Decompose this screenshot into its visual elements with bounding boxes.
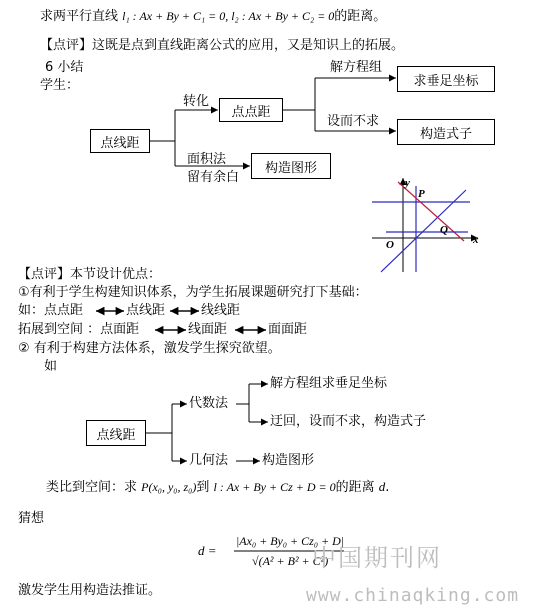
chain-1a: 如：点点距 (18, 303, 84, 318)
problem-formula: l₁ : Ax + By + C₁ = 0, l₂ : Ax + By + C₂ = 0 (122, 9, 335, 23)
d2-root-node: 点线距 (86, 420, 146, 446)
d1-figure-node: 构造图形 (251, 153, 331, 179)
analogy-text-a: 类比到空间：求 (46, 480, 138, 495)
analogy-text-b: 到 (196, 480, 210, 495)
graph-origin-label: O (386, 239, 394, 251)
formula-numerator: |Ax₀ + By₀ + Cz₀ + D| (236, 534, 345, 548)
d1-solve-label: 解方程组 (330, 60, 383, 75)
analogy-text-c: 的距离 (335, 480, 375, 495)
advantage-1: ①有利于学生构建知识体系，为学生拓展课题研究打下基础： (18, 285, 368, 300)
chain-2a: 拓展到空间 ：点面距 (18, 322, 140, 337)
guess-label: 猜想 (18, 511, 45, 526)
d1-assume-label: 设而不求 (327, 114, 380, 129)
analogy-point: P(x₀, y₀, z₀) (141, 480, 197, 494)
d1-point-point-node: 点点距 (219, 98, 283, 122)
closing-line: 激发学生用构造法推证。 (18, 583, 162, 598)
d1-root-node: 点线距 (90, 129, 150, 153)
d2-figure-leaf: 构造图形 (262, 453, 315, 468)
d2-geometry-label: 几何法 (189, 453, 229, 468)
d1-construct-node: 构造式子 (397, 119, 495, 145)
chain-1b: 点线距 (126, 303, 166, 318)
analogy-d: d (378, 479, 386, 494)
comment-1: 【点评】这既是点到直线距离公式的应用，又是知识上的拓展。 (40, 38, 405, 53)
analogy-end: . (385, 480, 390, 495)
d1-area-label: 面积法 (187, 152, 227, 167)
d2-indirect-leaf: 迂回，设而不求，构造式子 (270, 414, 427, 429)
formula-denominator: √(A² + B² + C²) (252, 554, 329, 568)
d1-blank-label: 留有余白 (187, 170, 240, 185)
graph (372, 178, 478, 272)
summary-heading: 6 小结 (45, 60, 84, 75)
comment-2: 【点评】本节设计优点： (18, 267, 162, 282)
problem-text: 求两平行直线 (40, 9, 119, 24)
graph-y-label: y (405, 177, 410, 189)
chain-2c: 面面距 (268, 322, 308, 337)
watermark-url: www.chinaqking.com (306, 585, 520, 606)
watermark-cn: 中国期刊网 (312, 544, 442, 572)
example-label: 如 (44, 359, 58, 374)
formula-lhs: d = (198, 543, 217, 558)
graph-q-label: Q (440, 224, 448, 236)
d1-transform-label: 转化 (183, 94, 210, 109)
d1-foot-node: 求垂足坐标 (397, 66, 495, 92)
chain-2b: 线面距 (188, 322, 228, 337)
chain-1c: 线线距 (201, 303, 241, 318)
analogy-line (46, 479, 389, 496)
problem-end: 的距离。 (334, 9, 387, 24)
graph-x-label: x (473, 234, 479, 246)
d2-algebra-label: 代数法 (189, 396, 229, 411)
students-label: 学生： (40, 78, 80, 93)
d2-solve-leaf: 解方程组求垂足坐标 (270, 376, 388, 391)
advantage-2: ② 有利于构建方法体系，激发学生探究欲望。 (18, 341, 281, 356)
graph-p-label: P (418, 188, 425, 200)
analogy-plane: l : Ax + By + Cz + D = 0 (213, 480, 336, 494)
